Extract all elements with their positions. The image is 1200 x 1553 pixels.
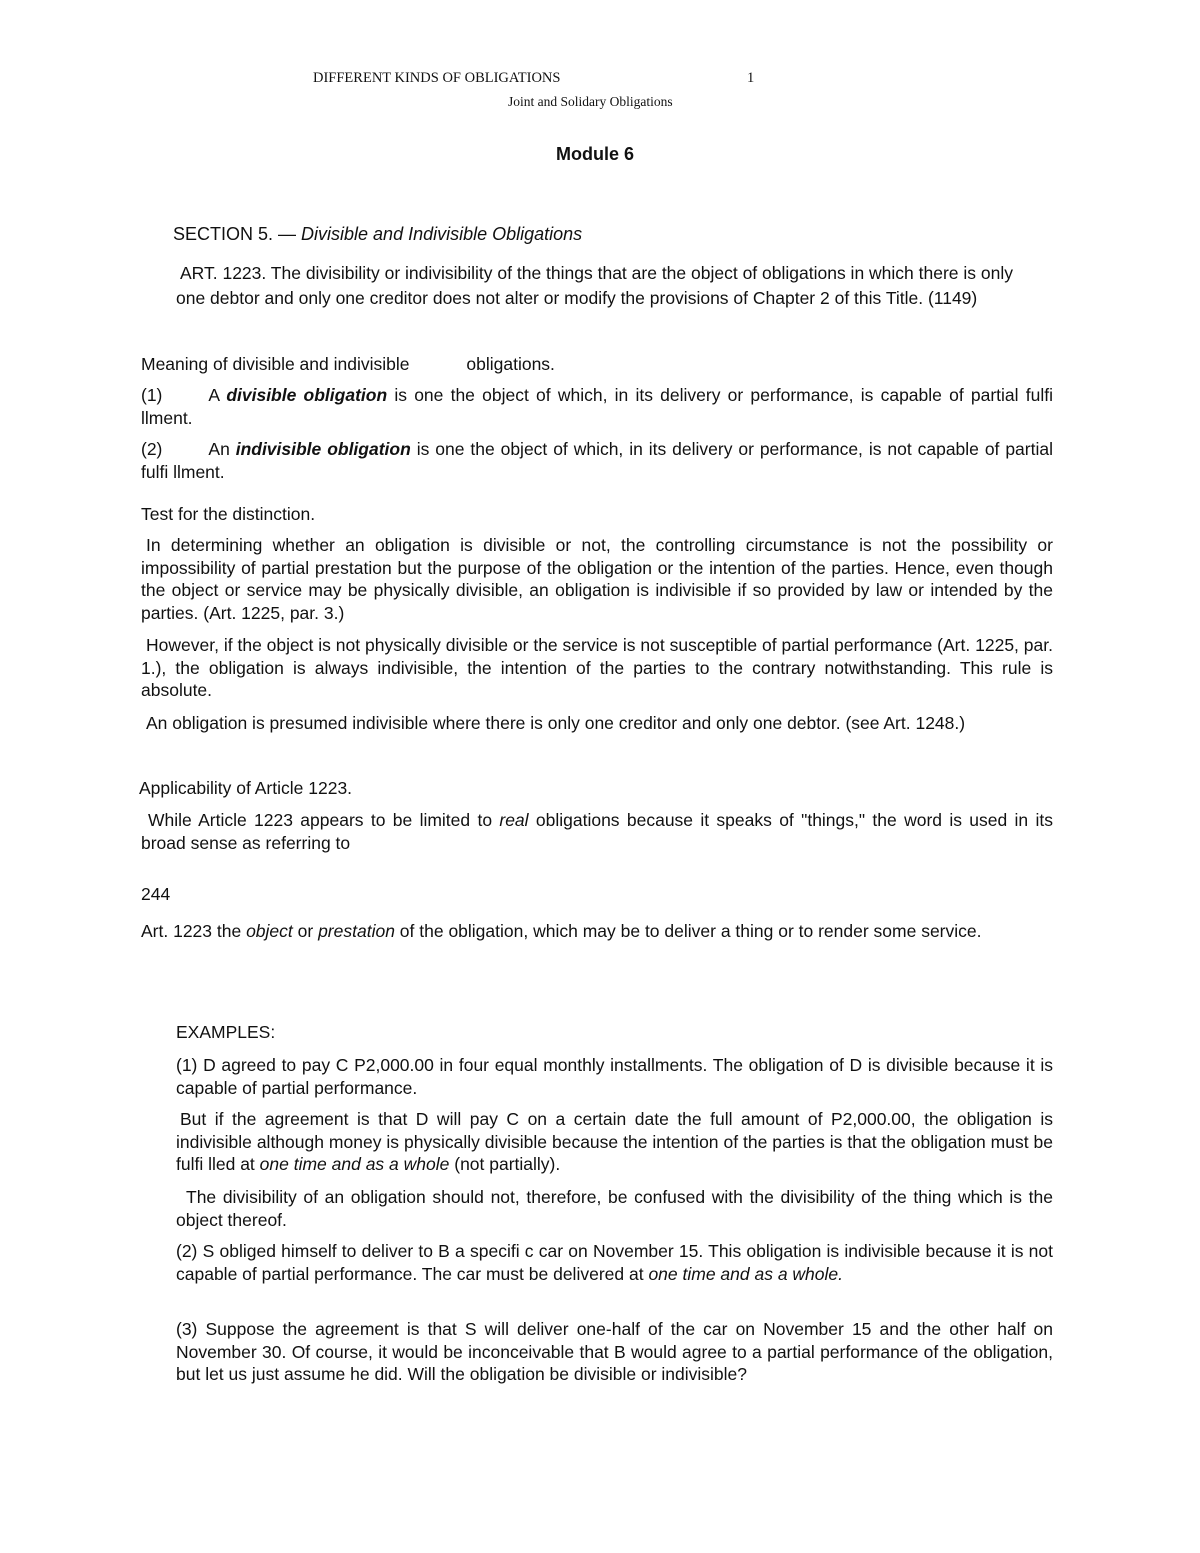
page-number: 1 — [747, 70, 755, 86]
item2-num: (2) — [141, 439, 163, 459]
section-heading — [173, 224, 582, 245]
art-cont-prestation: prestation — [318, 921, 395, 941]
test-para-2: However, if the object is not physically divisible or the service is not susceptible of partial performance (Art. 1225, par. 1.), the obligation is always indivisible, the intention of the parties to the contrary notwithstanding. This rule is absolute. — [141, 635, 1053, 700]
art-cont-b: or — [292, 921, 319, 941]
meaning-item-1 — [141, 384, 1053, 429]
indivisible-obligation-term: indivisible obligation — [235, 439, 411, 459]
meaning-heading-a: Meaning of divisible and indivisible — [141, 354, 410, 374]
example-1: (1) D agreed to pay C P2,000.00 in four equal monthly installments. The obligation of D is divisible because it is capable of partial performance. — [176, 1055, 1053, 1098]
module-title: Module 6 — [556, 144, 635, 164]
applicability-para — [141, 809, 1053, 854]
applicability-pre: While Article 1223 appears to be limited to — [148, 810, 500, 830]
applicability-post: obligations because it speaks of "things," the word is used in its broad sense as referring to — [141, 810, 1053, 853]
article-1223-text: ART. 1223. The divisibility or indivisibility of the things that are the object of obligations in which there is only one debtor and only one creditor does not alter or modify the provisions of Chapter 2 of this Title. (1149) — [176, 263, 1013, 308]
meaning-heading-b: obligations. — [466, 354, 555, 374]
meaning-item-2 — [141, 438, 1053, 483]
applicability-heading: Applicability of Article 1223. — [139, 778, 353, 798]
page-reference: 244 — [141, 884, 171, 904]
example-1b — [176, 1108, 1053, 1176]
item2-post: is one the object of which, in its delivery or performance, is not capable of partial fulfi llment. — [141, 439, 1053, 482]
example-2-em: one time and as a whole. — [648, 1263, 844, 1284]
art-cont-c: of the obligation, which may be to deliver a thing or to render some service. — [394, 921, 982, 941]
test-heading: Test for the distinction. — [141, 504, 316, 524]
item2-pre: An — [208, 439, 236, 459]
header-title: DIFFERENT KINDS OF OBLIGATIONS — [313, 70, 561, 86]
example-1c: The divisibility of an obligation should not, therefore, be confused with the divisibility of the thing which is the object thereof. — [176, 1187, 1053, 1230]
example-1b-post: (not partially). — [449, 1154, 561, 1174]
art-cont-a: Art. 1223 the — [141, 921, 247, 941]
example-1b-em: one time and as a whole — [259, 1154, 450, 1174]
example-3: (3) Suppose the agreement is that S will deliver one-half of the car on November 15 and the other half on November 30. Of course, it would be inconceivable that B would agree to a partial performance of the obligation, but let us just assume he did. Will the obligation be divisible or indivisible? — [176, 1319, 1053, 1384]
examples-heading: EXAMPLES: — [176, 1022, 276, 1042]
test-para-1: In determining whether an obligation is divisible or not, the controlling circumstance is not the possibility or impossibility of partial prestation but the purpose of the obligation or the intention of the parties. Hence, even though the object or service may be physically divisible, an obligation is indivisible if so provided by law or intended by the parties. (Art. 1225, par. 3.) — [141, 535, 1053, 623]
example-2 — [176, 1240, 1053, 1285]
example-1b-pre: But if the agreement is that D will pay C on a certain date the full amount of P2,000.00, the obligation is indivisible although money is physically divisible because the intention of the parties is that the obligation must be fulfi lled at — [176, 1109, 1053, 1174]
meaning-heading — [141, 354, 555, 375]
art-1223-continuation — [141, 919, 1059, 944]
section-prefix: SECTION 5. — — [173, 224, 302, 244]
item1-num: (1) — [141, 385, 163, 405]
test-para-3: An obligation is presumed indivisible where there is only one creditor and only one debtor. (see Art. 1248.) — [146, 713, 966, 733]
example-2-pre: (2) S obliged himself to deliver to B a specifi c car on November 15. This obligation is indivisible because it is not capable of partial performance. The car must be delivered at — [176, 1241, 1053, 1284]
applicability-em: real — [499, 810, 529, 830]
section-title: Divisible and Indivisible Obligations — [301, 224, 583, 244]
item1-post: is one the object of which, in its delivery or performance, is capable of partial fulfi llment. — [141, 385, 1053, 428]
header-subtitle: Joint and Solidary Obligations — [508, 94, 673, 109]
art-cont-object: object — [246, 921, 293, 941]
item1-pre: A — [208, 385, 227, 405]
divisible-obligation-term: divisible obligation — [226, 385, 388, 405]
